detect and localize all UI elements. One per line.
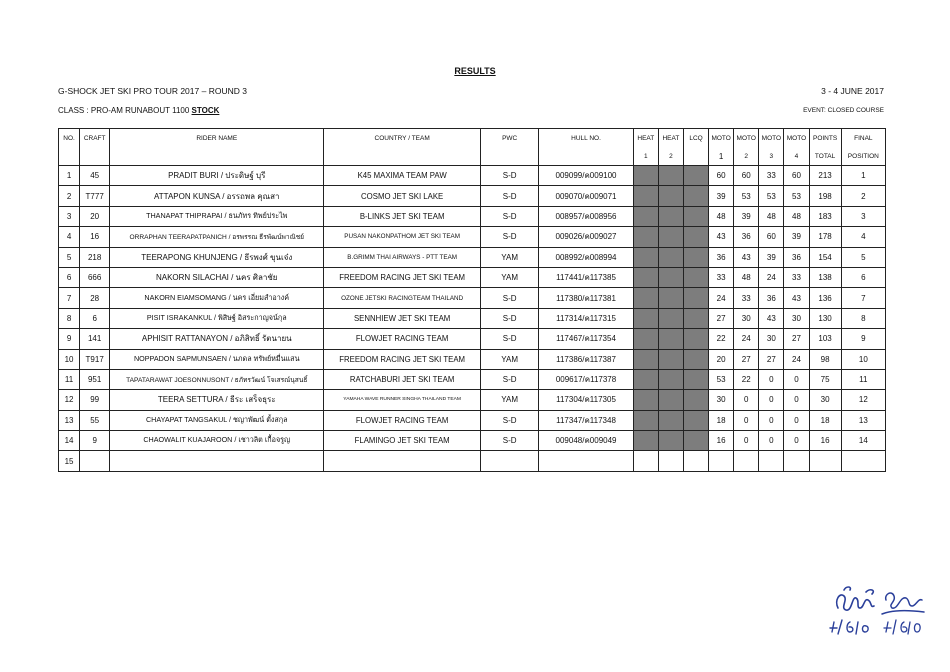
cell-m3: 0 (759, 431, 784, 451)
cell-m1: 48 (709, 206, 734, 226)
cell-pwc: S-D (481, 369, 539, 389)
cell-points: 138 (809, 267, 841, 287)
cell-m3: 30 (759, 329, 784, 349)
heat-2-cell (658, 410, 683, 430)
cell-hull: 009099/ค009100 (539, 166, 633, 186)
cell-m3: 53 (759, 186, 784, 206)
cell-pwc: YAM (481, 247, 539, 267)
cell-craft: 218 (80, 247, 110, 267)
header-row-2 (59, 147, 886, 166)
cell-no: 7 (59, 288, 80, 308)
cell-craft (80, 451, 110, 471)
cell-pwc: S-D (481, 410, 539, 430)
cell-final: 1 (841, 166, 885, 186)
cell-pwc: YAM (481, 349, 539, 369)
cell-m4: 24 (784, 349, 809, 369)
heat-2-cell (658, 206, 683, 226)
cell-points: 136 (809, 288, 841, 308)
cell-no: 9 (59, 329, 80, 349)
class-prefix: CLASS : PRO-AM RUNABOUT 1100 (58, 106, 192, 115)
cell-no: 2 (59, 186, 80, 206)
cell-no: 4 (59, 227, 80, 247)
cell-rider: TAPATARAWAT JOESONNUSONT / ธภัทรวัฒน์ โจเสรณ์นุสนธิ์ (110, 369, 324, 389)
heat-1-cell (633, 247, 658, 267)
heat-2-cell (658, 267, 683, 287)
heat-2-cell (658, 166, 683, 186)
heat-1-cell (633, 410, 658, 430)
cell-craft: T917 (80, 349, 110, 369)
cell-points (809, 451, 841, 471)
cell-final: 3 (841, 206, 885, 226)
header-moto-4-num: 4 (784, 147, 809, 166)
cell-craft: 99 (80, 390, 110, 410)
heat-1-cell (633, 186, 658, 206)
cell-hull: 009026/ค009027 (539, 227, 633, 247)
cell-pwc: S-D (481, 227, 539, 247)
table-row (59, 227, 886, 247)
cell-craft: 141 (80, 329, 110, 349)
header-team: COUNTRY / TEAM (324, 129, 481, 148)
heat-1-cell (633, 308, 658, 328)
heat-2-cell (658, 308, 683, 328)
cell-team: FLOWJET RACING TEAM (324, 329, 481, 349)
cell-m4: 27 (784, 329, 809, 349)
header-moto-2: MOTO (734, 129, 759, 148)
header-moto-2-num: 2 (734, 147, 759, 166)
header-heat-1-num: 1 (633, 147, 658, 166)
cell-craft: 951 (80, 369, 110, 389)
cell-m4: 0 (784, 431, 809, 451)
cell-pwc: YAM (481, 267, 539, 287)
cell-m2: 0 (734, 431, 759, 451)
cell-m3: 39 (759, 247, 784, 267)
cell-rider: NAKORN SILACHAI / นคร ศิลาชัย (110, 267, 324, 287)
table-row (59, 288, 886, 308)
cell-team: COSMO JET SKI LAKE (324, 186, 481, 206)
cell-rider: NOPPADON SAPMUNSAEN / นภดล ทรัพย์หมื่นแสน (110, 349, 324, 369)
cell-team: SENNHIEW JET SKI TEAM (324, 308, 481, 328)
cell-final (841, 451, 885, 471)
cell-pwc: S-D (481, 308, 539, 328)
header-team-cont (324, 147, 481, 166)
cell-rider: ORRAPHAN TEERAPATPANICH / อรพรรณ ธีรพัฒน์พาณิชย์ (110, 227, 324, 247)
cell-m4: 53 (784, 186, 809, 206)
table-row (59, 451, 886, 471)
cell-m3: 0 (759, 390, 784, 410)
header-moto-3: MOTO (759, 129, 784, 148)
cell-m1: 27 (709, 308, 734, 328)
cell-rider (110, 451, 324, 471)
header-moto-3-num: 3 (759, 147, 784, 166)
cell-team: PUSAN NAKONPATHOM JET SKI TEAM (324, 227, 481, 247)
cell-m1: 16 (709, 431, 734, 451)
cell-m4: 43 (784, 288, 809, 308)
heat-1-cell (633, 267, 658, 287)
cell-pwc: S-D (481, 186, 539, 206)
lcq-cell (683, 267, 708, 287)
header-heat-2: HEAT (658, 129, 683, 148)
header-pwc: PWC (481, 129, 539, 148)
header-moto-4: MOTO (784, 129, 809, 148)
cell-m1: 30 (709, 390, 734, 410)
cell-rider: PISIT ISRAKANKUL / พิสิษฐ์ อิสระกาญจน์กุล (110, 308, 324, 328)
cell-team: FREEDOM RACING JET SKI TEAM (324, 349, 481, 369)
heat-1-cell (633, 329, 658, 349)
cell-rider: TEERA SETTURA / ธีระ เสร็จธุระ (110, 390, 324, 410)
cell-team: FLAMINGO JET SKI TEAM (324, 431, 481, 451)
heat-1-cell (633, 451, 658, 471)
cell-m2: 60 (734, 166, 759, 186)
cell-m2: 0 (734, 390, 759, 410)
lcq-cell (683, 451, 708, 471)
cell-team: B-LINKS JET SKI TEAM (324, 206, 481, 226)
cell-hull: 117386/ค117387 (539, 349, 633, 369)
cell-m1: 36 (709, 247, 734, 267)
cell-no: 14 (59, 431, 80, 451)
lcq-cell (683, 247, 708, 267)
cell-points: 18 (809, 410, 841, 430)
header-craft-cont (80, 147, 110, 166)
header-points: POINTS (809, 129, 841, 148)
heat-1-cell (633, 166, 658, 186)
cell-final: 6 (841, 267, 885, 287)
cell-m4: 33 (784, 267, 809, 287)
lcq-cell (683, 206, 708, 226)
header-heat-1: HEAT (633, 129, 658, 148)
cell-m2 (734, 451, 759, 471)
table-row (59, 247, 886, 267)
cell-m3: 27 (759, 349, 784, 369)
header-rider-cont (110, 147, 324, 166)
cell-team: K45 MAXIMA TEAM PAW (324, 166, 481, 186)
cell-pwc: S-D (481, 166, 539, 186)
cell-no: 13 (59, 410, 80, 430)
cell-m2: 30 (734, 308, 759, 328)
cell-pwc (481, 451, 539, 471)
cell-m2: 33 (734, 288, 759, 308)
cell-hull: 117467/ค117354 (539, 329, 633, 349)
cell-hull: 117347/ค117348 (539, 410, 633, 430)
heat-2-cell (658, 329, 683, 349)
header-craft: CRAFT (80, 129, 110, 148)
heat-1-cell (633, 288, 658, 308)
cell-craft: 55 (80, 410, 110, 430)
cell-hull: 009070/ค009071 (539, 186, 633, 206)
table-row (59, 206, 886, 226)
cell-m1: 53 (709, 369, 734, 389)
heat-1-cell (633, 227, 658, 247)
cell-final: 10 (841, 349, 885, 369)
table-row (59, 329, 886, 349)
lcq-cell (683, 329, 708, 349)
lcq-cell (683, 288, 708, 308)
event-type: EVENT: CLOSED COURSE (803, 107, 884, 114)
cell-m2: 0 (734, 410, 759, 430)
cell-m1: 60 (709, 166, 734, 186)
lcq-cell (683, 186, 708, 206)
cell-rider: THANAPAT THIPRAPAI / ธนภัทร ทิพย์ประไพ (110, 206, 324, 226)
cell-m2: 36 (734, 227, 759, 247)
cell-points: 130 (809, 308, 841, 328)
header-lcq-cont (683, 147, 708, 166)
cell-m3: 0 (759, 369, 784, 389)
cell-m1: 22 (709, 329, 734, 349)
cell-final: 13 (841, 410, 885, 430)
cell-hull: 009617/ค117378 (539, 369, 633, 389)
results-table (58, 128, 886, 472)
cell-m2: 43 (734, 247, 759, 267)
cell-rider: ATTAPON KUNSA / อรรถพล คุณสา (110, 186, 324, 206)
header-final: FINAL (841, 129, 885, 148)
cell-pwc: S-D (481, 431, 539, 451)
cell-m3: 0 (759, 410, 784, 430)
cell-points: 75 (809, 369, 841, 389)
cell-m1: 24 (709, 288, 734, 308)
cell-hull: 009048/ค009049 (539, 431, 633, 451)
cell-m4: 30 (784, 308, 809, 328)
cell-rider: NAKORN EIAMSOMANG / นคร เอี่ยมสำอางค์ (110, 288, 324, 308)
cell-final: 4 (841, 227, 885, 247)
cell-m3: 36 (759, 288, 784, 308)
heat-1-cell (633, 206, 658, 226)
cell-no: 15 (59, 451, 80, 471)
heat-1-cell (633, 390, 658, 410)
lcq-cell (683, 410, 708, 430)
header-rider: RIDER NAME (110, 129, 324, 148)
cell-points: 98 (809, 349, 841, 369)
cell-team (324, 451, 481, 471)
cell-final: 11 (841, 369, 885, 389)
table-row (59, 431, 886, 451)
cell-hull: 117380/ค117381 (539, 288, 633, 308)
cell-no: 10 (59, 349, 80, 369)
heat-2-cell (658, 369, 683, 389)
cell-craft: 16 (80, 227, 110, 247)
cell-team: B.GRIMM THAI AIRWAYS - PTT TEAM (324, 247, 481, 267)
cell-rider: TEERAPONG KHUNJENG / ธีรพงศ์ ขุนเจ๋ง (110, 247, 324, 267)
cell-points: 198 (809, 186, 841, 206)
cell-no: 12 (59, 390, 80, 410)
header-hull-cont (539, 147, 633, 166)
heat-2-cell (658, 247, 683, 267)
cell-m3 (759, 451, 784, 471)
heat-2-cell (658, 349, 683, 369)
lcq-cell (683, 431, 708, 451)
cell-hull: 008957/ค008956 (539, 206, 633, 226)
cell-m2: 27 (734, 349, 759, 369)
table-row (59, 186, 886, 206)
cell-m4: 0 (784, 410, 809, 430)
table-row (59, 410, 886, 430)
header-lcq: LCQ (683, 129, 708, 148)
cell-final: 5 (841, 247, 885, 267)
cell-no: 5 (59, 247, 80, 267)
cell-final: 9 (841, 329, 885, 349)
header-pwc-cont (481, 147, 539, 166)
cell-rider: CHAOWALIT KUAJAROON / เชาวลิต เกื้อจรูญ (110, 431, 324, 451)
header-hull: HULL NO. (539, 129, 633, 148)
cell-rider: CHAYAPAT TANGSAKUL / ชญาพัฒน์ ตั้งสกุล (110, 410, 324, 430)
cell-points: 178 (809, 227, 841, 247)
event-date: 3 - 4 JUNE 2017 (821, 86, 884, 96)
cell-no: 6 (59, 267, 80, 287)
cell-points: 103 (809, 329, 841, 349)
heat-1-cell (633, 369, 658, 389)
lcq-cell (683, 390, 708, 410)
document-title: RESULTS (454, 66, 496, 76)
cell-craft: 9 (80, 431, 110, 451)
cell-m2: 39 (734, 206, 759, 226)
cell-pwc: S-D (481, 329, 539, 349)
cell-final: 7 (841, 288, 885, 308)
cell-craft: T777 (80, 186, 110, 206)
heat-1-cell (633, 349, 658, 369)
cell-m3: 24 (759, 267, 784, 287)
cell-m1: 39 (709, 186, 734, 206)
cell-no: 11 (59, 369, 80, 389)
class-label (58, 106, 219, 115)
header-no: NO. (59, 129, 80, 148)
cell-craft: 20 (80, 206, 110, 226)
cell-rider: APHISIT RATTANAYON / อภิสิทธิ์ รัตนายน (110, 329, 324, 349)
cell-m4: 36 (784, 247, 809, 267)
cell-m4: 39 (784, 227, 809, 247)
cell-m2: 48 (734, 267, 759, 287)
cell-team: OZONE JETSKI RACINGTEAM THAILAND (324, 288, 481, 308)
cell-pwc: YAM (481, 390, 539, 410)
cell-points: 30 (809, 390, 841, 410)
heat-2-cell (658, 431, 683, 451)
cell-craft: 28 (80, 288, 110, 308)
cell-points: 183 (809, 206, 841, 226)
cell-m4: 0 (784, 390, 809, 410)
header-position: POSITION (841, 147, 885, 166)
cell-m4: 0 (784, 369, 809, 389)
heat-2-cell (658, 186, 683, 206)
cell-m4: 48 (784, 206, 809, 226)
cell-rider: PRADIT BURI / ประดิษฐ์ บุรี (110, 166, 324, 186)
signature-2 (878, 580, 928, 640)
cell-craft: 666 (80, 267, 110, 287)
lcq-cell (683, 308, 708, 328)
cell-m1: 18 (709, 410, 734, 430)
cell-hull: 117441/ค117385 (539, 267, 633, 287)
heat-2-cell (658, 390, 683, 410)
cell-no: 3 (59, 206, 80, 226)
results-body (59, 166, 886, 472)
header-row-1 (59, 129, 886, 148)
heat-2-cell (658, 227, 683, 247)
event-name: G-SHOCK JET SKI PRO TOUR 2017 – ROUND 3 (58, 86, 247, 96)
cell-pwc: S-D (481, 206, 539, 226)
header-total: TOTAL (809, 147, 841, 166)
table-row (59, 369, 886, 389)
lcq-cell (683, 349, 708, 369)
heat-2-cell (658, 451, 683, 471)
heat-2-cell (658, 288, 683, 308)
cell-m3: 48 (759, 206, 784, 226)
header-moto-1-num: 1 (709, 147, 734, 166)
table-row (59, 267, 886, 287)
cell-team: YAMAHA WAVE RUNNER SINGHA THAILAND TEAM (324, 390, 481, 410)
cell-m1: 20 (709, 349, 734, 369)
table-row (59, 349, 886, 369)
cell-final: 12 (841, 390, 885, 410)
cell-final: 14 (841, 431, 885, 451)
cell-m3: 33 (759, 166, 784, 186)
cell-m4 (784, 451, 809, 471)
cell-m2: 24 (734, 329, 759, 349)
cell-m1: 33 (709, 267, 734, 287)
lcq-cell (683, 369, 708, 389)
cell-m4: 60 (784, 166, 809, 186)
cell-m1 (709, 451, 734, 471)
cell-m3: 60 (759, 227, 784, 247)
lcq-cell (683, 227, 708, 247)
cell-points: 16 (809, 431, 841, 451)
cell-no: 1 (59, 166, 80, 186)
header-heat-2-num: 2 (658, 147, 683, 166)
heat-1-cell (633, 431, 658, 451)
header-moto-1: MOTO (709, 129, 734, 148)
cell-hull (539, 451, 633, 471)
cell-m2: 53 (734, 186, 759, 206)
cell-craft: 6 (80, 308, 110, 328)
cell-points: 213 (809, 166, 841, 186)
cell-no: 8 (59, 308, 80, 328)
cell-hull: 117304/ค117305 (539, 390, 633, 410)
cell-pwc: S-D (481, 288, 539, 308)
header-no-cont (59, 147, 80, 166)
cell-craft: 45 (80, 166, 110, 186)
cell-final: 2 (841, 186, 885, 206)
cell-team: FREEDOM RACING JET SKI TEAM (324, 267, 481, 287)
table-row (59, 390, 886, 410)
cell-points: 154 (809, 247, 841, 267)
cell-final: 8 (841, 308, 885, 328)
cell-hull: 008992/ค008994 (539, 247, 633, 267)
cell-m3: 43 (759, 308, 784, 328)
cell-m2: 22 (734, 369, 759, 389)
cell-team: FLOWJET RACING TEAM (324, 410, 481, 430)
class-stock: STOCK (191, 106, 220, 115)
cell-hull: 117314/ค117315 (539, 308, 633, 328)
table-row (59, 308, 886, 328)
cell-m1: 43 (709, 227, 734, 247)
table-row (59, 166, 886, 186)
lcq-cell (683, 166, 708, 186)
cell-team: RATCHABURI JET SKI TEAM (324, 369, 481, 389)
